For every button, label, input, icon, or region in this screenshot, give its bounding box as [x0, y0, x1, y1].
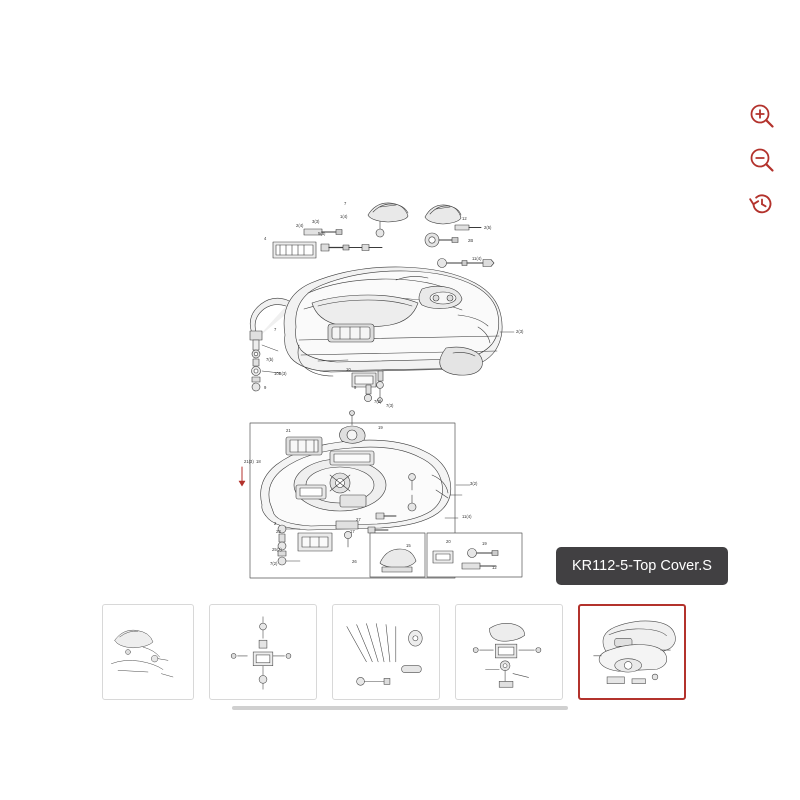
thumbnail-page-4[interactable] — [455, 604, 563, 700]
svg-text:25(2): 25(2) — [272, 547, 282, 552]
svg-text:5(4): 5(4) — [318, 231, 326, 236]
svg-text:7: 7 — [274, 327, 277, 332]
svg-text:2: 2 — [274, 521, 277, 526]
svg-text:26: 26 — [352, 559, 357, 564]
filmstrip-scrollbar[interactable] — [232, 706, 568, 710]
svg-text:27: 27 — [356, 517, 361, 522]
svg-text:11(4): 11(4) — [472, 256, 482, 261]
zoom-in-button[interactable] — [742, 96, 782, 136]
viewer-toolbar — [740, 96, 784, 224]
svg-text:21: 21 — [286, 428, 291, 433]
svg-text:12: 12 — [462, 216, 467, 221]
svg-text:17: 17 — [350, 529, 355, 534]
zoom-out-icon — [747, 145, 777, 175]
thumbnail-page-2[interactable] — [209, 604, 317, 700]
svg-text:12: 12 — [492, 565, 497, 570]
zoom-in-icon — [747, 101, 777, 131]
svg-text:10B(3): 10B(3) — [274, 371, 287, 376]
reset-view-icon — [747, 189, 777, 219]
tooltip-text: KR112-5-Top Cover.S — [572, 558, 712, 574]
svg-text:19: 19 — [482, 541, 487, 546]
svg-text:1(4): 1(4) — [340, 214, 348, 219]
svg-text:2(4): 2(4) — [296, 223, 304, 228]
thumbnail-page-3[interactable] — [332, 604, 440, 700]
svg-text:9: 9 — [354, 385, 357, 390]
svg-text:7: 7 — [344, 201, 347, 206]
svg-text:7(3): 7(3) — [386, 403, 394, 408]
svg-text:15: 15 — [406, 543, 411, 548]
reset-view-button[interactable] — [742, 184, 782, 224]
svg-text:2(5): 2(5) — [484, 225, 492, 230]
svg-text:11(4): 11(4) — [462, 514, 472, 519]
svg-text:7(b): 7(b) — [266, 357, 274, 362]
svg-text:20: 20 — [446, 539, 451, 544]
svg-text:7(2): 7(2) — [270, 561, 278, 566]
svg-text:3(3): 3(3) — [312, 219, 320, 224]
svg-text:7(2): 7(2) — [374, 399, 382, 404]
svg-text:19: 19 — [378, 425, 383, 430]
svg-text:3(2): 3(2) — [470, 481, 478, 486]
svg-text:18: 18 — [256, 459, 261, 464]
svg-text:4: 4 — [264, 236, 267, 241]
thumbnail-tooltip — [556, 547, 728, 585]
thumbnail-page-5[interactable] — [578, 604, 686, 700]
parts-drawing-svg[interactable] — [200, 185, 600, 585]
svg-text:9: 9 — [264, 385, 267, 390]
svg-text:2(3): 2(3) — [516, 329, 524, 334]
svg-text:21(3): 21(3) — [244, 459, 254, 464]
exploded-parts-drawing[interactable] — [200, 185, 600, 585]
page-thumbnail-strip[interactable] — [0, 600, 800, 704]
svg-text:2B: 2B — [468, 238, 474, 243]
zoom-out-button[interactable] — [742, 140, 782, 180]
thumbnail-page-1[interactable] — [102, 604, 194, 700]
svg-text:10: 10 — [346, 367, 351, 372]
svg-text:23: 23 — [276, 529, 281, 534]
